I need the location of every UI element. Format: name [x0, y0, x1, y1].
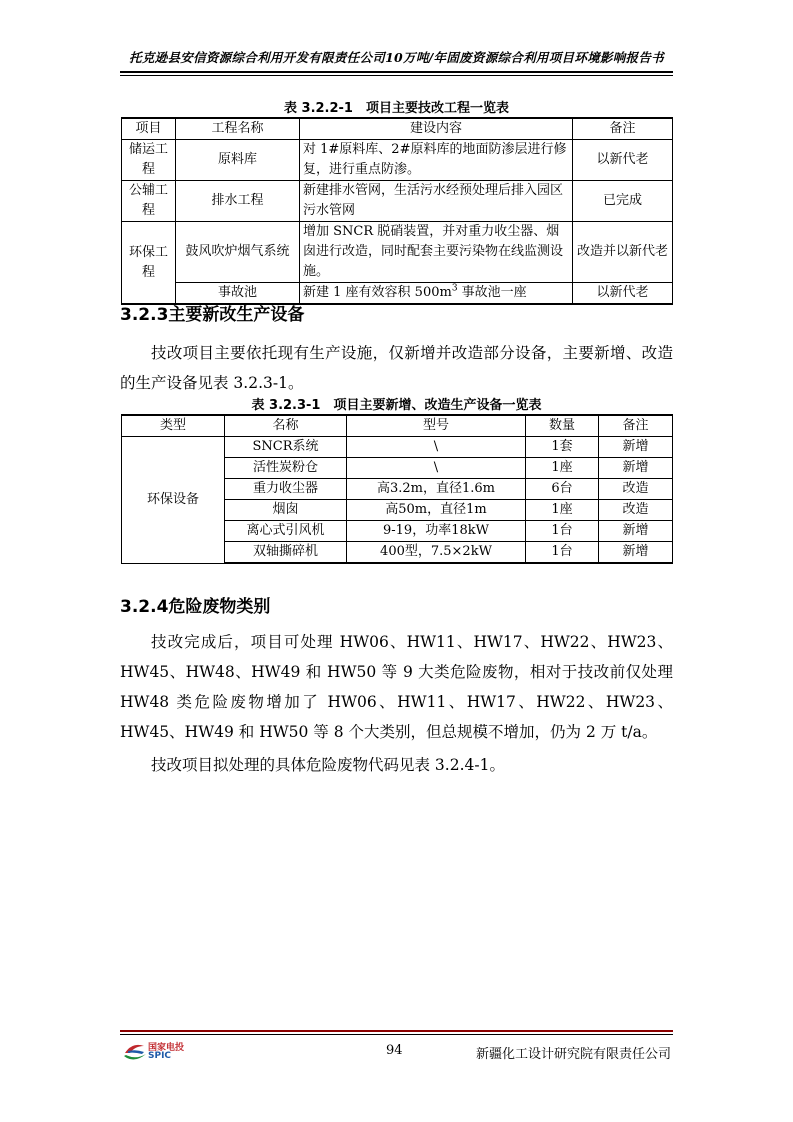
header-title: 托克逊县安信资源综合利用开发有限责任公司10万吨/年固废资源综合利用项目环境影响报告书	[129, 50, 664, 65]
model-cell: 高3.2m，直径1.6m	[347, 479, 526, 500]
remark-cell: 改造	[599, 500, 673, 521]
tech-reform-table	[121, 117, 673, 305]
table-row	[122, 140, 673, 181]
model-cell: 9-19，功率18kW	[347, 521, 526, 542]
category-cell: 环保设备	[122, 437, 225, 564]
qty-cell: 1台	[526, 542, 599, 564]
logo-text-cn: 国家电投	[148, 1043, 185, 1053]
remark-cell: 改造并以新代老	[573, 222, 673, 283]
remark-cell: 以新代老	[573, 140, 673, 181]
model-cell: \	[347, 437, 526, 458]
logo-text-en: SPIC	[148, 1051, 172, 1061]
table-row	[122, 437, 673, 458]
content-cell: 增加 SNCR 脱硝装置，并对重力收尘器、烟囱进行改造，同时配套主要污染物在线监测设施。	[300, 222, 573, 283]
header-cell: 类型	[122, 415, 225, 437]
content-cell: 新建排水管网，生活污水经预处理后排入园区污水管网	[300, 181, 573, 222]
content-cell: 对 1#原料库、2#原料库的地面防渗层进行修复，进行重点防渗。	[300, 140, 573, 181]
name-cell: SNCR系统	[225, 437, 347, 458]
table-row	[122, 181, 673, 222]
header-cell: 工程名称	[176, 118, 300, 140]
remark-cell: 新增	[599, 521, 673, 542]
qty-cell: 1套	[526, 437, 599, 458]
header-cell: 数量	[526, 415, 599, 437]
content-text: 事故池一座	[457, 285, 527, 300]
model-cell: 高50m，直径1m	[347, 500, 526, 521]
model-cell: 400型，7.5×2kW	[347, 542, 526, 564]
model-cell: \	[347, 458, 526, 479]
qty-cell: 1座	[526, 500, 599, 521]
remark-cell: 改造	[599, 479, 673, 500]
header-cell: 型号	[347, 415, 526, 437]
table2-caption: 表 3.2.3-1 项目主要新增、改造生产设备一览表	[251, 398, 542, 413]
remark-cell: 新增	[599, 542, 673, 564]
header-rule	[120, 71, 673, 73]
content-text: 新建 1 座有效容积 500m	[303, 285, 452, 300]
section-heading: 3.2.4危险废物类别	[120, 597, 271, 617]
category-cell: 环保工程	[122, 222, 176, 305]
paragraph: 技改项目主要依托现有生产设施，仅新增并改造部分设备，主要新增、改造的生产设备见表 3.2.3-1。	[120, 344, 673, 392]
name-cell: 鼓风吹炉烟气系统	[176, 222, 300, 283]
name-cell: 活性炭粉仓	[225, 458, 347, 479]
category-cell: 公辅工程	[122, 181, 176, 222]
header-cell: 备注	[573, 118, 673, 140]
header-cell: 名称	[225, 415, 347, 437]
name-cell: 原料库	[176, 140, 300, 181]
name-cell: 重力收尘器	[225, 479, 347, 500]
header-cell: 项目	[122, 118, 176, 140]
superscript: 3	[451, 283, 458, 294]
qty-cell: 6台	[526, 479, 599, 500]
table-header-row	[122, 415, 673, 437]
name-cell: 离心式引风机	[225, 521, 347, 542]
remark-cell: 新增	[599, 437, 673, 458]
footer-rule	[120, 1030, 673, 1032]
table1-caption: 表 3.2.2-1 项目主要技改工程一览表	[284, 101, 509, 116]
remark-cell: 已完成	[573, 181, 673, 222]
header-rule-thin	[120, 75, 673, 76]
paragraph: 技改项目拟处理的具体危险废物代码见表 3.2.4-1。	[151, 756, 505, 774]
content-cell	[300, 283, 573, 305]
qty-cell: 1座	[526, 458, 599, 479]
footer-rule-thin	[120, 1034, 673, 1035]
table-row	[122, 222, 673, 283]
qty-cell: 1台	[526, 521, 599, 542]
header-cell: 备注	[599, 415, 673, 437]
equipment-table	[121, 414, 673, 564]
name-cell: 排水工程	[176, 181, 300, 222]
section-heading: 3.2.3主要新改生产设备	[120, 305, 305, 325]
remark-cell: 新增	[599, 458, 673, 479]
name-cell: 双轴撕碎机	[225, 542, 347, 564]
remark-cell: 以新代老	[573, 283, 673, 305]
header-cell: 建设内容	[300, 118, 573, 140]
table-header-row	[122, 118, 673, 140]
name-cell: 烟囱	[225, 500, 347, 521]
page-number: 94	[386, 1043, 403, 1058]
name-cell: 事故池	[176, 283, 300, 305]
paragraph: 技改完成后，项目可处理 HW06、HW11、HW17、HW22、HW23、HW45、HW48、HW49 和 HW50 等 9 大类危险废物，相对于技改前仅处理 HW48 类危险废物增加了 HW06、HW11、HW17、HW22、HW23、HW45、HW49 和 HW50 等 8 个大类别，但总规模不增加，仍为 2 万 t/a。	[120, 633, 673, 741]
company-name: 新疆化工设计研究院有限责任公司	[475, 1047, 671, 1062]
category-cell: 储运工程	[122, 140, 176, 181]
